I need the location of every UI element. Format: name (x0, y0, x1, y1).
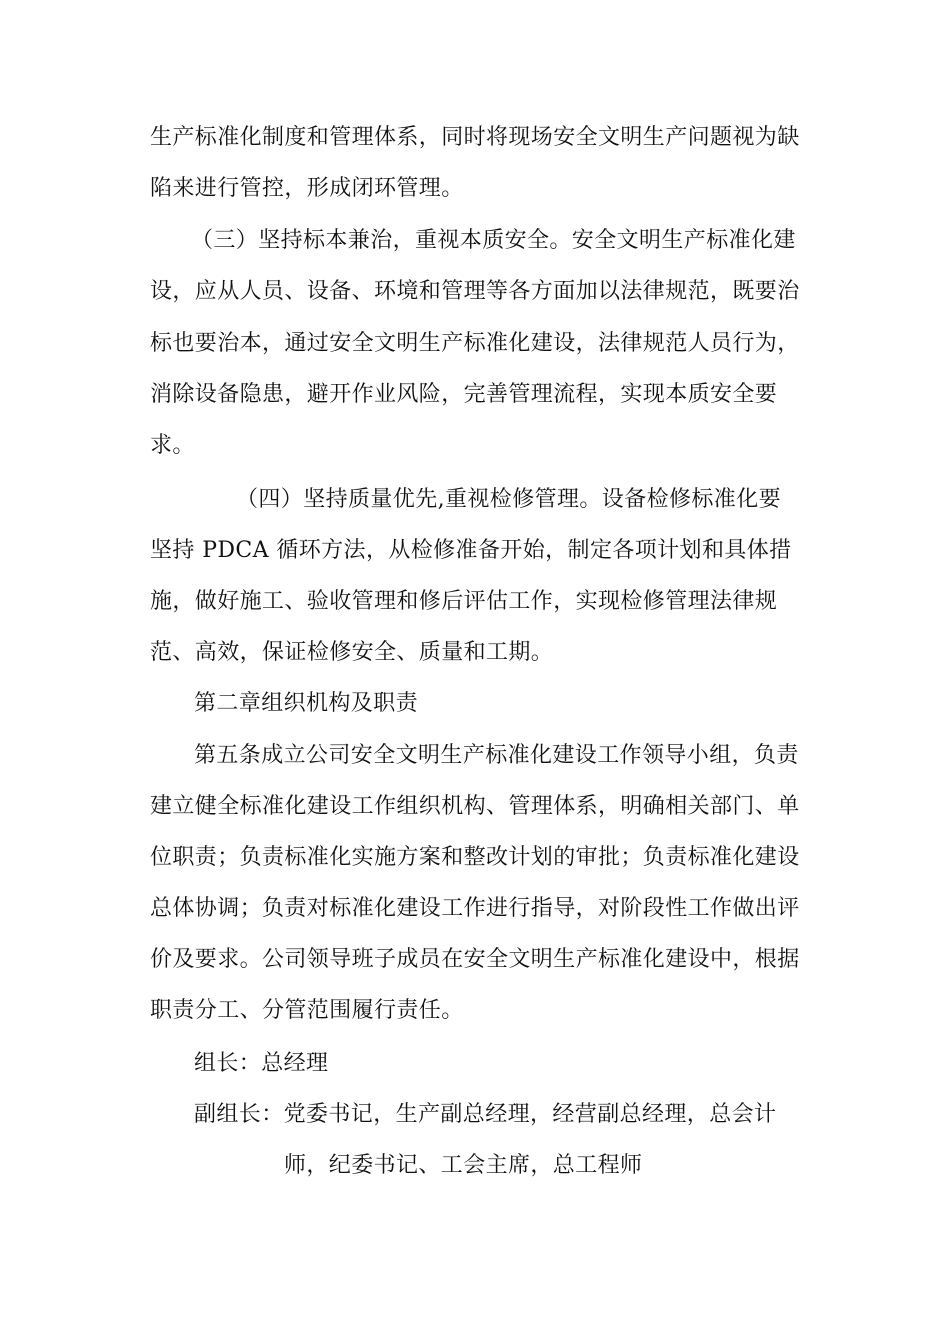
paragraph-line: 第五条成立公司安全文明生产标准化建设工作领导小组，负责 (194, 743, 799, 768)
paragraph-line: 建立健全标准化建设工作组织机构、管理体系，明确相关部门、单 (150, 794, 800, 819)
paragraph-line: 标也要治本，通过安全文明生产标准化建设，法律规范人员行为， (150, 331, 800, 356)
paragraph-line: （三）坚持标本兼治，重视本质安全。安全文明生产标准化建 (191, 228, 796, 253)
paragraph-line: 职责分工、分管范围履行责任。 (150, 998, 464, 1023)
paragraph-line: 坚持 PDCA 循环方法，从检修准备开始，制定各项计划和具体措 (150, 538, 792, 563)
paragraph-line: 生产标准化制度和管理体系，同时将现场安全文明生产问题视为缺 (150, 125, 800, 150)
paragraph-line: 求。 (150, 433, 195, 458)
paragraph-line: 位职责；负责标准化实施方案和整改计划的审批；负责标准化建设 (150, 845, 800, 870)
deputy-leader-line: 副组长：党委书记，生产副总经理，经营副总经理，总会计 (194, 1102, 777, 1127)
chapter-heading: 第二章组织机构及职责 (194, 691, 419, 716)
paragraph-line: 消除设备隐患，避开作业风险，完善管理流程，实现本质安全要 (150, 382, 778, 407)
paragraph-line: 陷来进行管控，形成闭环管理。 (150, 176, 464, 201)
paragraph-line: 设，应从人员、设备、环境和管理等各方面加以法律规范，既要治 (150, 279, 800, 304)
leader-line: 组长：总经理 (194, 1051, 329, 1076)
paragraph-line: 施，做好施工、验收管理和修后评估工作，实现检修管理法律规 (150, 589, 778, 614)
paragraph-line: 总体协调；负责对标准化建设工作进行指导，对阶段性工作做出评 (150, 896, 800, 921)
paragraph-line: 价及要求。公司领导班子成员在安全文明生产标准化建设中，根据 (150, 947, 800, 972)
deputy-leader-continuation: 师，纪委书记、工会主席，总工程师 (284, 1153, 643, 1178)
paragraph-line: 范、高效，保证检修安全、质量和工期。 (150, 640, 554, 665)
paragraph-line: （四）坚持质量优先,重视检修管理。设备检修标准化要 (236, 487, 781, 512)
